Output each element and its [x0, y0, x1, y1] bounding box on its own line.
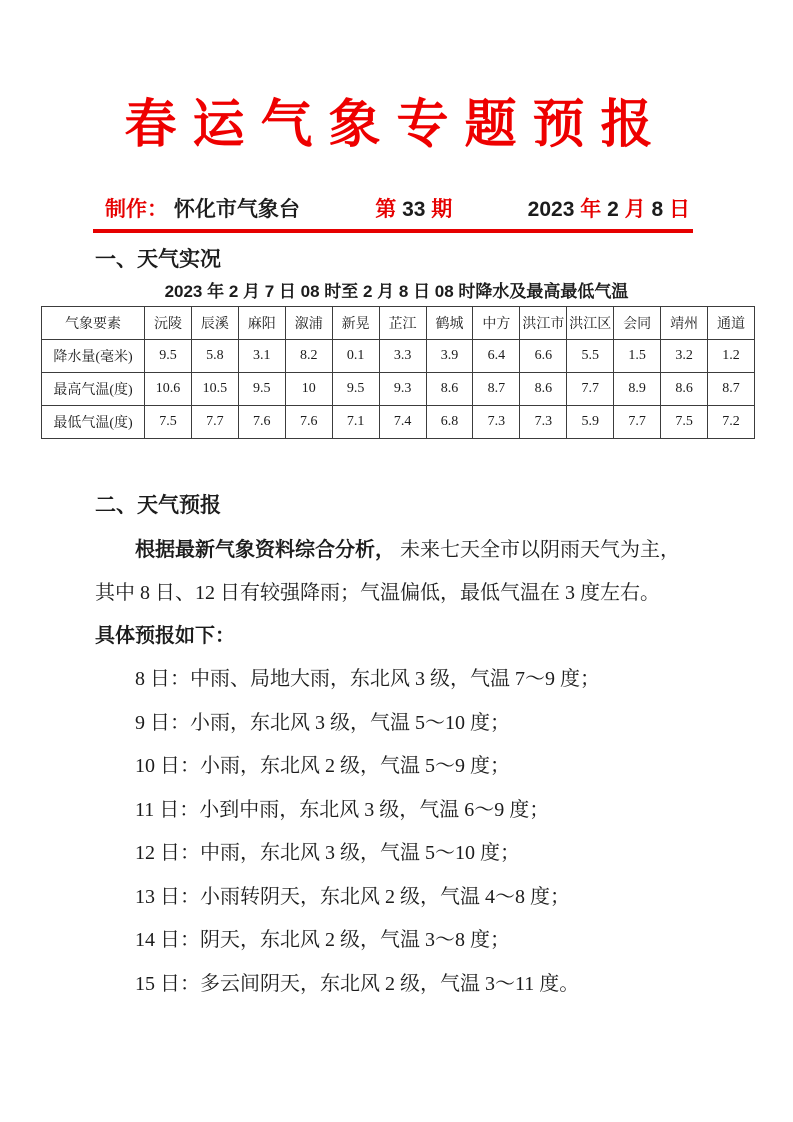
issue-suffix: 期: [431, 198, 453, 221]
table-cell: 7.7: [567, 373, 614, 406]
daily-forecast-list: [135, 658, 793, 1006]
column-header: 会同: [614, 307, 661, 340]
table-cell: 1.5: [614, 340, 661, 373]
table-row: [42, 406, 755, 439]
table-cell: 9.5: [332, 373, 379, 406]
table-cell: 3.1: [238, 340, 285, 373]
table-cell: 7.4: [379, 406, 426, 439]
column-header: 中方: [473, 307, 520, 340]
table-cell: 8.6: [426, 373, 473, 406]
table-cell: 6.8: [426, 406, 473, 439]
column-header: 新晃: [332, 307, 379, 340]
forecast-item-day10: 10 日：小雨，东北风 2 级，气温 5～9 度；: [135, 755, 510, 777]
row-label: 降水量(毫米): [42, 340, 145, 373]
column-header: 气象要素: [42, 307, 145, 340]
table-row: [42, 340, 755, 373]
table-cell: 8.9: [614, 373, 661, 406]
column-header: 洪江区: [567, 307, 614, 340]
table-cell: 0.1: [332, 340, 379, 373]
date-month: 2: [607, 198, 619, 221]
table-cell: 3.3: [379, 340, 426, 373]
date-day-unit: 日: [668, 198, 690, 221]
table-cell: 7.5: [145, 406, 192, 439]
date-year-unit: 年: [580, 198, 608, 221]
row-label: 最高气温(度): [42, 373, 145, 406]
column-header: 鹤城: [426, 307, 473, 340]
producer-label: 制作：: [105, 198, 168, 221]
column-header: 洪江市: [520, 307, 567, 340]
table-cell: 7.5: [661, 406, 708, 439]
forecast-item-day12: 12 日：中雨，东北风 3 级，气温 5～10 度；: [135, 842, 520, 864]
column-header: 靖州: [661, 307, 708, 340]
date-year: 2023: [527, 198, 575, 221]
forecast-item-day9: 9 日：小雨，东北风 3 级，气温 5～10 度；: [135, 711, 510, 734]
issue-number: 33: [402, 198, 426, 221]
header-divider-rule: [93, 229, 693, 233]
forecast-item-day8: 8 日：中雨、局地大雨，东北风 3 级，气温 7～9 度；: [135, 668, 600, 690]
column-header: 芷江: [379, 307, 426, 340]
date-day: 8: [651, 198, 664, 221]
table-cell: 7.3: [473, 406, 520, 439]
column-header: 麻阳: [238, 307, 285, 340]
table-cell: 10.5: [191, 373, 238, 406]
table-cell: 3.9: [426, 340, 473, 373]
table-cell: 8.7: [708, 373, 755, 406]
table-cell: 10.6: [145, 373, 192, 406]
document-meta-row: [105, 196, 690, 224]
table-cell: 7.7: [191, 406, 238, 439]
table-cell: 5.5: [567, 340, 614, 373]
producer-name: 怀化市气象台: [173, 198, 300, 221]
row-label: 最低气温(度): [42, 406, 145, 439]
table-cell: 8.6: [520, 373, 567, 406]
table-cell: 10: [285, 373, 332, 406]
table-cell: 1.2: [708, 340, 755, 373]
table-cell: 7.1: [332, 406, 379, 439]
table-cell: 6.4: [473, 340, 520, 373]
column-header: 通道: [708, 307, 755, 340]
forecast-item-day11: 11 日：小到中雨，东北风 3 级，气温 6～9 度；: [135, 798, 550, 821]
table-cell: 9.3: [379, 373, 426, 406]
column-header: 辰溪: [191, 307, 238, 340]
section2-heading: 二、天气预报: [95, 494, 221, 517]
table-cell: 7.2: [708, 406, 755, 439]
table-cell: 8.6: [661, 373, 708, 406]
table-cell: 8.2: [285, 340, 332, 373]
column-header: 沅陵: [145, 307, 192, 340]
column-header: 溆浦: [285, 307, 332, 340]
table-cell: 5.9: [567, 406, 614, 439]
summary-lead-rest: 未来七天全市以阴雨天气为主，: [400, 539, 680, 561]
document-title: 春运气象专题预报: [124, 97, 669, 154]
summary-line-2: 其中 8 日、12 日有较强降雨；气温偏低，最低气温在 3 度左右。: [95, 582, 660, 604]
summary-lead-bold: 根据最新气象资料综合分析，: [135, 539, 395, 561]
table-header-row: [42, 307, 755, 340]
producer-line: [105, 196, 300, 224]
table-cell: 7.7: [614, 406, 661, 439]
issue-date-line: [528, 196, 690, 224]
table-cell: 5.8: [191, 340, 238, 373]
table-cell: 3.2: [661, 340, 708, 373]
table-cell: 7.6: [238, 406, 285, 439]
forecast-item-day15: 15 日：多云间阴天，东北风 2 级，气温 3～11 度。: [135, 972, 580, 995]
section1-heading: 一、天气实况: [95, 248, 221, 271]
issue-prefix: 第: [375, 198, 403, 221]
table-cell: 9.5: [145, 340, 192, 373]
date-month-unit: 月: [624, 198, 652, 221]
forecast-summary-paragraph: [95, 529, 698, 615]
weather-table: [41, 306, 755, 439]
issue-number-line: [375, 196, 452, 224]
forecast-item-day14: 14 日：阴天，东北风 2 级，气温 3～8 度；: [135, 929, 510, 951]
table-cell: 9.5: [238, 373, 285, 406]
table-cell: 7.6: [285, 406, 332, 439]
table-cell: 7.3: [520, 406, 567, 439]
table-row: [42, 373, 755, 406]
table-cell: 8.7: [473, 373, 520, 406]
weather-table-caption: 2023 年 2 月 7 日 08 时至 2 月 8 日 08 时降水及最高最低气温: [164, 282, 629, 301]
summary-line-1: [95, 529, 698, 572]
detail-forecast-heading: 具体预报如下：: [95, 625, 235, 647]
table-cell: 6.6: [520, 340, 567, 373]
forecast-item-day13: 13 日：小雨转阴天，东北风 2 级，气温 4～8 度；: [135, 885, 570, 908]
